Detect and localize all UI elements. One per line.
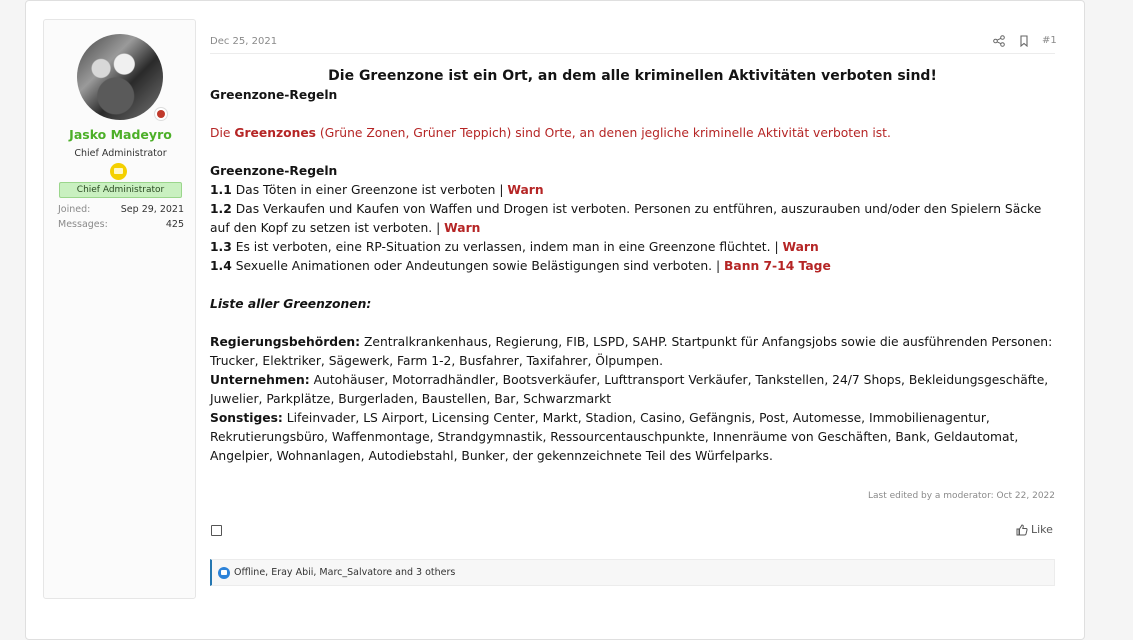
rule-item <box>210 200 1055 238</box>
joined-value: Sep 29, 2021 <box>120 204 184 215</box>
reaction-like-icon <box>218 567 230 579</box>
rule-penalty: Bann 7-14 Tage <box>724 259 831 273</box>
forum-post <box>25 0 1085 640</box>
section-heading: Greenzone-Regeln <box>210 88 338 102</box>
rule-item <box>210 257 1055 276</box>
rule-penalty: Warn <box>782 240 819 254</box>
user-info-panel <box>43 19 196 599</box>
username[interactable]: Jasko Madeyro <box>69 127 172 142</box>
intro-post: (Grüne Zonen, Grüner Teppich) sind Orte, an denen jegliche kriminelle Aktivität verboten ist. <box>316 126 891 140</box>
last-edited-note: Last edited by a moderator: Oct 22, 2022 <box>868 491 1055 501</box>
offline-status-icon <box>154 107 168 121</box>
rule-number: 1.1 <box>210 183 232 197</box>
rule-penalty: Warn <box>444 221 481 235</box>
reactions-text[interactable]: Offline, Eray Abii, Marc_Salvatore and 3 others <box>234 567 456 578</box>
intro-text <box>210 124 1055 143</box>
user-stats <box>58 204 184 234</box>
post-date[interactable]: Dec 25, 2021 <box>210 36 278 47</box>
rule-text: Es ist verboten, eine RP-Situation zu verlassen, indem man in eine Greenzone flüchtet. | <box>231 240 783 254</box>
like-button[interactable] <box>1016 523 1053 536</box>
intro-pre: Die <box>210 126 235 140</box>
zone-group <box>210 371 1055 409</box>
avatar[interactable] <box>77 34 163 120</box>
messages-label: Messages: <box>58 219 108 230</box>
rule-text: Das Töten in einer Greenzone ist verboten | <box>231 183 508 197</box>
zones-list-heading: Liste aller Greenzonen: <box>210 297 372 311</box>
user-title: Chief Administrator <box>74 148 167 159</box>
rules-heading: Greenzone-Regeln <box>210 164 338 178</box>
post-headline: Die Greenzone ist ein Ort, an dem alle kriminellen Aktivitäten verboten sind! <box>328 68 937 84</box>
reactions-bar[interactable] <box>210 559 1055 586</box>
zone-label: Regierungsbehörden: <box>210 335 361 349</box>
zone-group <box>210 333 1055 371</box>
messages-value[interactable]: 425 <box>165 219 184 230</box>
like-icon <box>1016 524 1028 536</box>
bookmark-icon[interactable] <box>1018 35 1030 47</box>
rule-number: 1.4 <box>210 259 232 273</box>
zone-group <box>210 409 1055 466</box>
rule-text: Das Verkaufen und Kaufen von Waffen und Drogen ist verboten. Personen zu entführen, auszurauben und/oder den Spielern Säcke auf den Kopf zu setzen ist verboten. | <box>210 202 1042 235</box>
rule-penalty: Warn <box>507 183 544 197</box>
user-banner: Chief Administrator <box>59 182 182 198</box>
zone-text: Lifeinvader, LS Airport, Licensing Center, Markt, Stadion, Casino, Gefängnis, Post, Automesse, Immobilienagentur, Rekrutierungsbüro, Waffenmontage, Strandgymnastik, Ressourcentauschpunkte, Innenräume von Geschäften, Bank, Geldautomat, Angelpier, Wohnanlagen, Autodiebstahl, Bunker, der gekennzeichnete Teil des Würfelparks. <box>210 411 1019 463</box>
post-body <box>210 67 1055 466</box>
zone-text: Zentralkrankenhaus, Regierung, FIB, LSPD, SAHP. Startpunkt für Anfangsjobs sowie die ausführenden Personen: Trucker, Elektriker, Sägewerk, Farm 1-2, Busfahrer, Taxifahrer, Ölpumpen. <box>210 335 1053 368</box>
rule-item <box>210 238 1055 257</box>
zone-text: Autohäuser, Motorradhändler, Bootsverkäufer, Lufttransport Verkäufer, Tankstellen, 24/7 Shops, Bekleidungsgeschäfte, Juwelier, Parkplätze, Burgerladen, Baustellen, Bar, Schwarzmarkt <box>210 373 1049 406</box>
rule-text: Sexuelle Animationen oder Andeutungen sowie Belästigungen sind verboten. | <box>231 259 725 273</box>
post-number[interactable]: #1 <box>1042 35 1057 46</box>
rule-number: 1.3 <box>210 240 232 254</box>
share-icon[interactable] <box>993 35 1005 47</box>
crown-icon <box>110 163 127 180</box>
zone-label: Unternehmen: <box>210 373 310 387</box>
select-checkbox[interactable] <box>211 525 222 536</box>
intro-bold: Greenzones <box>234 126 316 140</box>
post-meta <box>210 35 1055 54</box>
rule-item <box>210 181 1055 200</box>
joined-label: Joined: <box>58 204 91 215</box>
rule-number: 1.2 <box>210 202 232 216</box>
like-label: Like <box>1031 523 1053 536</box>
zone-label: Sonstiges: <box>210 411 283 425</box>
